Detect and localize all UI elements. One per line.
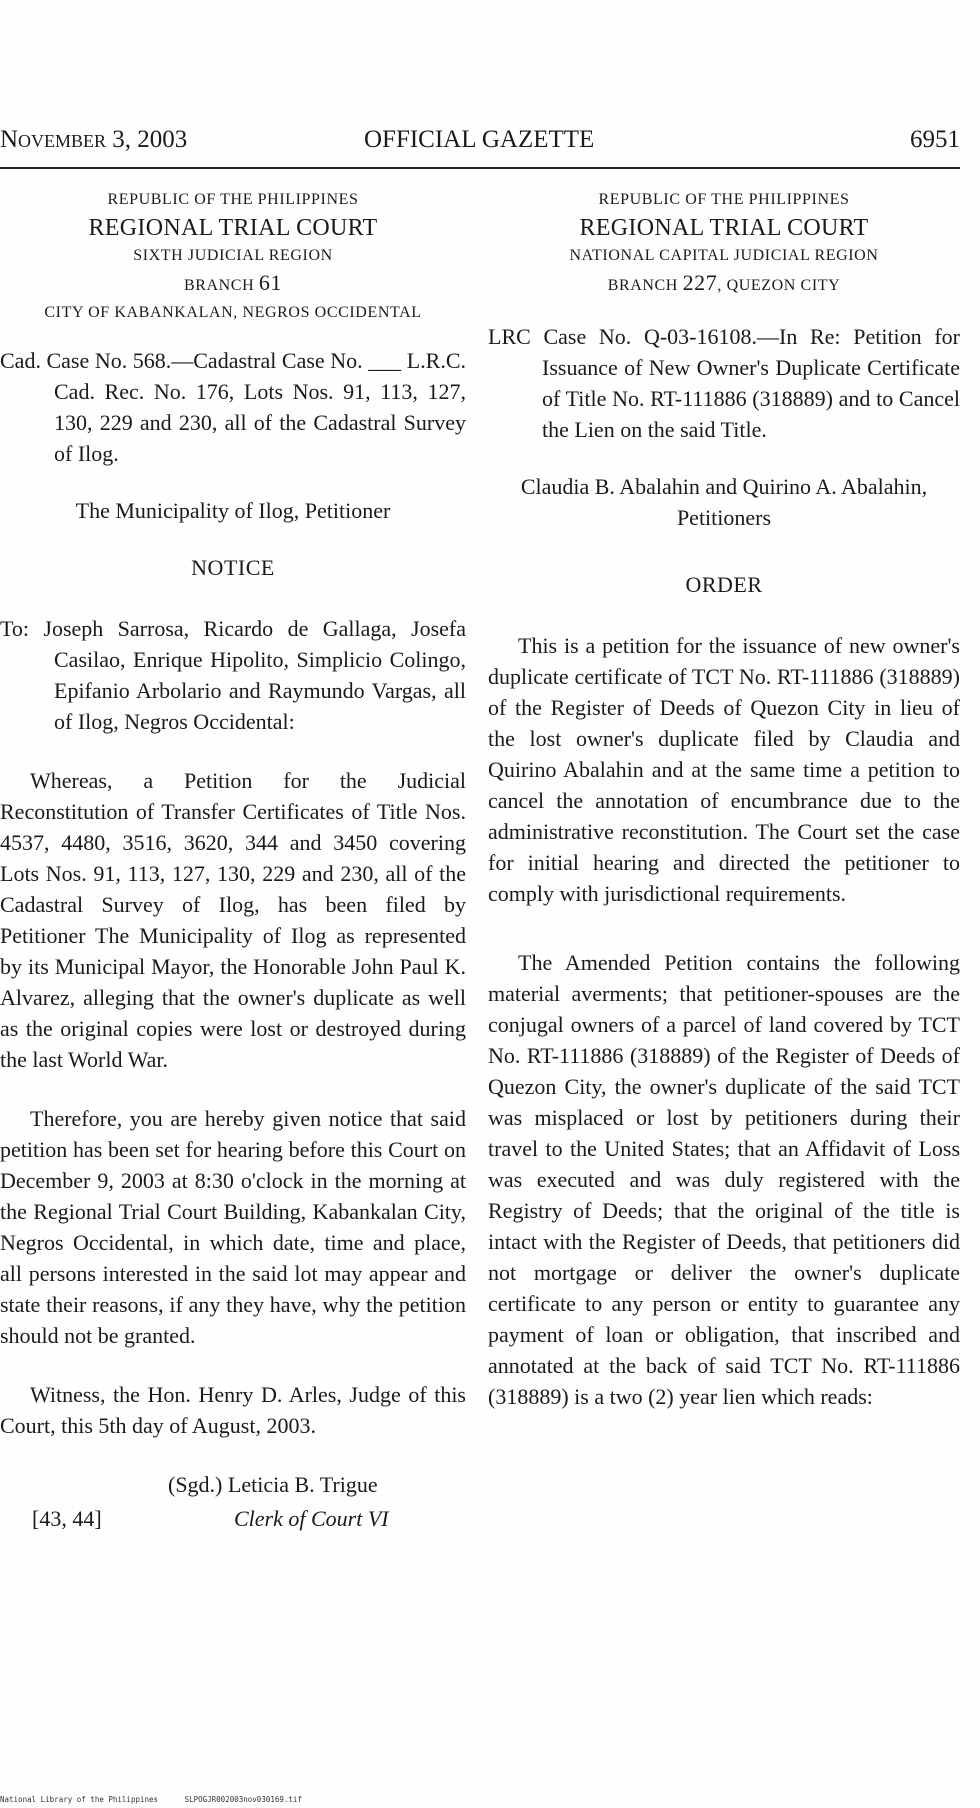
left-branch (0, 268, 466, 301)
left-court-block (0, 188, 466, 325)
right-petitioners: Claudia B. Abalahin and Quirino A. Abalahin, Petitioners (520, 474, 928, 530)
left-paragraph-1: Whereas, a Petition for the Judicial Reconstitution of Transfer Certificates of Title Nos. 4537, 4480, 3516, 3620, 344 and 3450 covering Lots Nos. 91, 113, 127, 130, 229 and 230, all of the Cadastral Survey of Ilog, has been filed by Petitioner The Municipality of Ilog as represented by its Municipal Mayor, the Honorable John Paul K. Alvarez, alleging that the owner's duplicate as well as the original copies were lost or destroyed during the last World War. (0, 768, 466, 1072)
left-branch-label: BRANCH (183, 277, 255, 294)
right-court-block (488, 188, 960, 301)
left-petitioner: The Municipality of Ilog, Petitioner (75, 498, 391, 523)
right-case-title: LRC Case No. Q-03-16108.—In Re: Petition for Issuance of New Owner's Duplicate Certificate of Title No. RT-111886 (318889) and to Cancel the Lien on the said Title. (488, 324, 960, 442)
right-republic: REPUBLIC OF THE PHILIPPINES (598, 191, 850, 208)
header-date: November 3, 2003 (0, 126, 188, 153)
right-paragraph-1: This is a petition for the issuance of new owner's duplicate certificate of TCT No. RT-111886 (318889) of the Register of Deeds of Quezon City in lieu of the lost owner's duplicate filed by Claudia and Quirino Abalahin and at the same time a petition to cancel the annotation of encumbrance due to the administrative reconstitution. The Court set the case for initial hearing and directed the petitioner to comply with jurisdictional requirements. (488, 633, 960, 906)
left-republic: REPUBLIC OF THE PHILIPPINES (107, 191, 359, 208)
left-branch-number: 61 (258, 270, 283, 295)
scan-footer (0, 1795, 324, 1804)
page-number: 6951 (910, 126, 960, 153)
left-case-title: Cad. Case No. 568.—Cadastral Case No. ___ L.R.C. Cad. Rec. No. 176, Lots Nos. 91, 113, 127, 130, 229 and 230, all of the Cadastral Survey of Ilog. (0, 348, 466, 466)
header-title: OFFICIAL GAZETTE (364, 126, 595, 153)
right-branch-label: BRANCH (607, 277, 678, 294)
left-paragraph-3: Witness, the Hon. Henry D. Arles, Judge of this Court, this 5th day of August, 2003. (0, 1382, 466, 1438)
left-region: SIXTH JUDICIAL REGION (133, 247, 333, 264)
left-heading: NOTICE (191, 555, 275, 580)
left-city: CITY OF KABANKALAN, NEGROS OCCIDENTAL (44, 304, 422, 321)
right-branch-number: 227 (682, 270, 718, 295)
page-header (0, 126, 960, 160)
header-rule (0, 167, 960, 169)
left-addressees: To: Joseph Sarrosa, Ricardo de Gallaga, Josefa Casilao, Enrique Hipolito, Simplicio Colingo, Epifanio Arbolario and Raymundo Vargas, all of Ilog, Negros Occidental: (0, 616, 466, 734)
footer-file: SLPOGJR002003nov030169.tif (184, 1795, 302, 1804)
right-paragraph-2: The Amended Petition contains the following material averments; that petitioner-spouses are the conjugal owners of a parcel of land covered by TCT No. RT-111886 (318889) of the Register of Deeds of Quezon City, the owner's duplicate of the said TCT was misplaced or lost by petitioners during their travel to the United States; that an Affidavit of Loss was executed and was duly registered with the Registry of Deeds; that the original of the title is intact with the Register of Deeds, that petitioners did not mortgage or deliver the owner's duplicate certificate to any person or entity to guarantee any payment of loan or obligation, that inscribed and annotated at the back of said TCT No. RT-111886 (318889) is a two (2) year lien which reads: (488, 950, 960, 1409)
left-court-name: REGIONAL TRIAL COURT (88, 215, 378, 241)
right-court-name: REGIONAL TRIAL COURT (579, 215, 869, 241)
left-column (0, 188, 466, 1539)
issue-reference: [43, 44] (32, 1506, 102, 1531)
right-heading: ORDER (685, 572, 763, 597)
right-branch-city: , QUEZON CITY (717, 277, 841, 294)
footer-library: National Library of the Philippines (0, 1795, 159, 1804)
signatory-title: Clerk of Court VI (234, 1506, 389, 1531)
signatory-name: (Sgd.) Leticia B. Trigue (168, 1472, 378, 1497)
right-column (488, 188, 960, 1412)
left-paragraph-2: Therefore, you are hereby given notice that said petition has been set for hearing before this Court on December 9, 2003 at 8:30 o'clock in the morning at the Regional Trial Court Building, Kabankalan City, Negros Occidental, in which date, time and place, all persons interested in the said lot may appear and state their reasons, if any they have, why the petition should not be granted. (0, 1106, 466, 1348)
right-branch (488, 268, 960, 301)
signature-block (0, 1469, 466, 1539)
right-region: NATIONAL CAPITAL JUDICIAL REGION (569, 247, 879, 264)
